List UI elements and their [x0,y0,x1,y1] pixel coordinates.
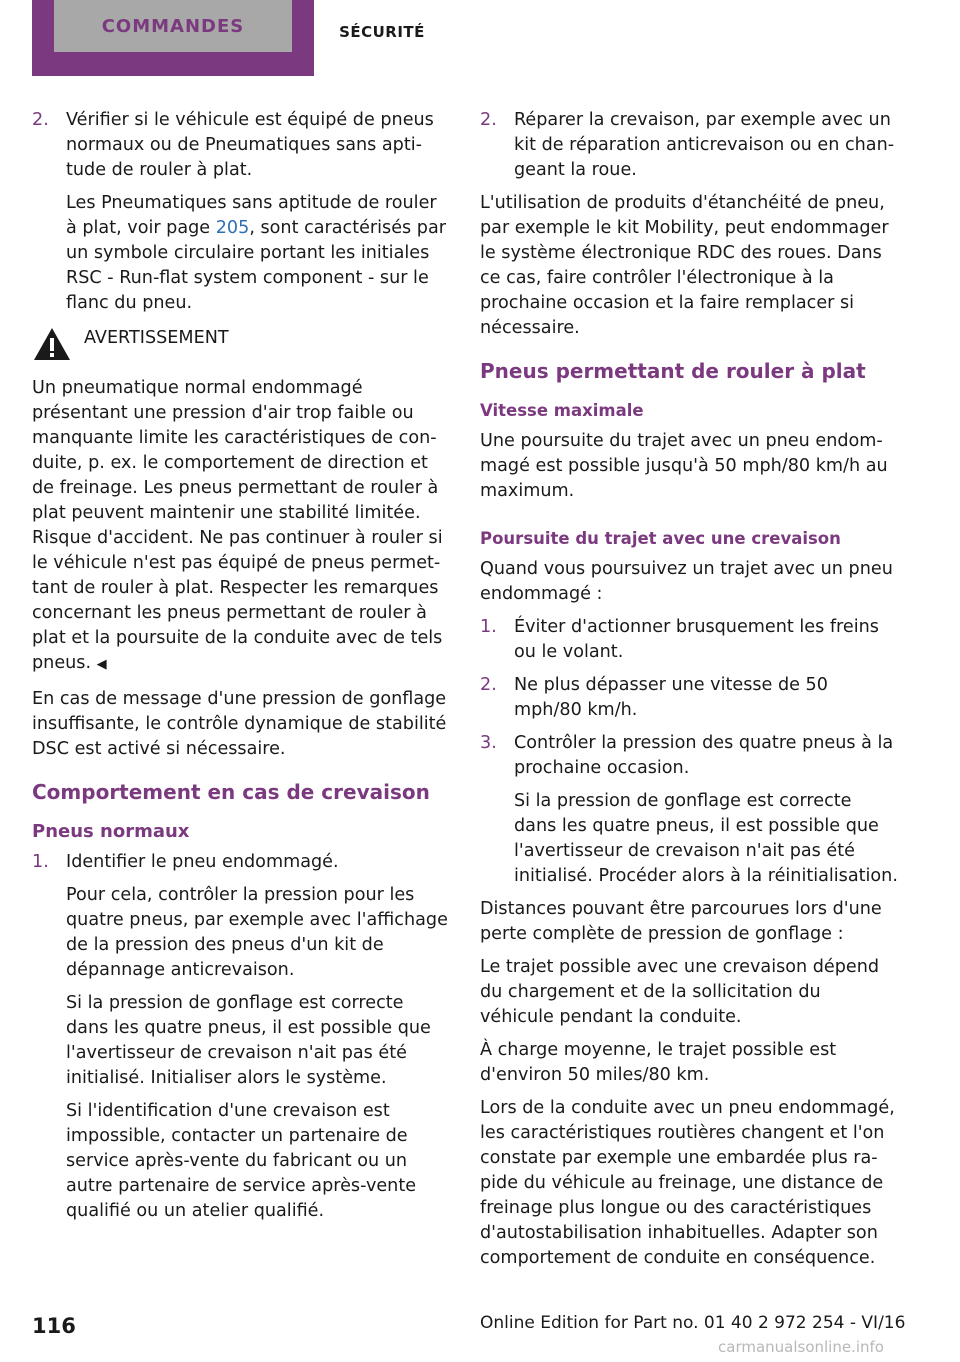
dsc-paragraph: En cas de message d'une pression de gonflage insuffisante, le contrôle dynamique de stabilité DSC est activé si nécessaire. [32,689,447,759]
heading-pneus-normaux: Pneus normaux [32,821,190,842]
tab-commandes-label: COMMANDES [54,0,292,52]
right-column [480,108,898,1279]
list-text: Éviter d'actionner brusquement les freins ou le volant. [514,617,879,662]
warning-text: Un pneumatique normal endommagé présentant une pression d'air trop faible ou manquante limite les caractéristiques de conduite, p. ex. le comportement de direction et de freinage. Les pneus permettant de rouler à plat peuvent maintenir une stabilité limitée. Risque d'accident. Ne pas continuer à rouler si le véhicule n'est pas équipé de pneus permettant de rouler à plat. Respecter les remarques concernant les pneus permettant de rouler à plat et la poursuite de la conduite avec de tels pneus. [32,378,443,673]
list-item [480,673,898,723]
tab-securite[interactable]: SÉCURITÉ [339,23,425,41]
list-number: 1. [32,852,49,872]
list-item [32,108,450,183]
page-link[interactable]: 205 [215,218,250,238]
charge-paragraph: À charge moyenne, le trajet possible est d'environ 50 miles/80 km. [480,1040,837,1085]
chapter-tabs [0,0,960,78]
list-number: 1. [480,617,497,637]
vitesse-paragraph: Une poursuite du trajet avec un pneu endommagé est possible jusqu'à 50 mph/80 km/h au maximum. [480,431,888,501]
paragraph: Si la pression de gonflage est correcte dans les quatre pneus, il est possible que l'avertisseur de crevaison n'ait pas été initialisé. Initialiser alors le système. [66,993,431,1088]
list-number: 2. [480,675,497,695]
list-text: Contrôler la pression des quatre pneus à la prochaine occasion. [514,733,894,778]
distances-paragraph: Distances pouvant être parcourues lors d'une perte complète de pression de gonflage : [480,899,882,944]
list-number: 3. [480,733,497,753]
left-column [32,108,450,1232]
list-text: Identifier le pneu endommagé. [66,852,339,872]
list-item [480,731,898,781]
list-number: 2. [32,110,49,130]
end-mark-icon: ◀ [96,657,107,672]
list-text: Réparer la crevaison, par exemple avec un kit de réparation anticrevaison ou en changeant la roue. [514,110,895,180]
warning-block [32,326,450,677]
list-item [32,850,450,875]
mobility-paragraph: L'utilisation de produits d'étanchéité de pneu, par exemple le kit Mobility, peut endommager le système électronique RDC des roues. Dans ce cas, faire contrôler l'électronique à la prochaine occasion et la faire remplacer si nécessaire. [480,193,889,338]
paragraph [32,191,450,316]
list-item [480,108,898,183]
list-item [480,615,898,665]
tab-commandes[interactable] [32,0,314,76]
warning-title: AVERTISSEMENT [84,328,229,348]
poursuite-intro: Quand vous poursuivez un trajet avec un pneu endommagé : [480,559,893,604]
warning-triangle-icon [32,326,72,362]
watermark: carmanualsonline.info [718,1338,884,1356]
heading-crevaison: Comportement en cas de crevaison [32,780,430,804]
paragraph: Si l'identification d'une crevaison est impossible, contacter un partenaire de service après-vente du fabricant ou un autre partenaire de service après-vente qualifié ou un atelier qualifié. [66,1101,417,1221]
list-number: 2. [480,110,497,130]
conduite-paragraph: Lors de la conduite avec un pneu endommagé, les caractéristiques routières changent et l'on constate par exemple une embardée plus rapide du véhicule au freinage, une distance de freinage plus longue ou des caractéristiques d'autostabilisation inhabituelles. Adapter son comportement de conduite en conséquence. [480,1098,895,1268]
paragraph: Pour cela, contrôler la pression pour les quatre pneus, par exemple avec l'affichage de la pression des pneus d'un kit de dépannage anticrevaison. [66,885,448,980]
list-text: Vérifier si le véhicule est équipé de pneus normaux ou de Pneumatiques sans aptitude de rouler à plat. [66,110,434,180]
edition-text: Online Edition for Part no. 01 40 2 972 254 - VI/16 [480,1313,906,1333]
text-before-link: Les Pneumatiques sans aptitude de rouler à plat, voir page [66,193,437,238]
text-after-link: , sont caractérisés par un symbole circulaire portant les initiales RSC - Run-flat system component - sur le flanc du pneu. [66,218,446,313]
list-text: Ne plus dépasser une vitesse de 50 mph/80 km/h. [514,675,828,720]
heading-vitesse: Vitesse maximale [480,401,644,420]
heading-runflat: Pneus permettant de rouler à plat [480,359,866,383]
trajet-paragraph: Le trajet possible avec une crevaison dépend du chargement et de la sollicitation du véhicule pendant la conduite. [480,957,880,1027]
paragraph: Si la pression de gonflage est correcte dans les quatre pneus, il est possible que l'avertisseur de crevaison n'ait pas été initialisé. Procéder alors à la réinitialisation. [514,791,898,886]
heading-poursuite: Poursuite du trajet avec une crevaison [480,529,841,548]
page-number: 116 [32,1314,76,1338]
